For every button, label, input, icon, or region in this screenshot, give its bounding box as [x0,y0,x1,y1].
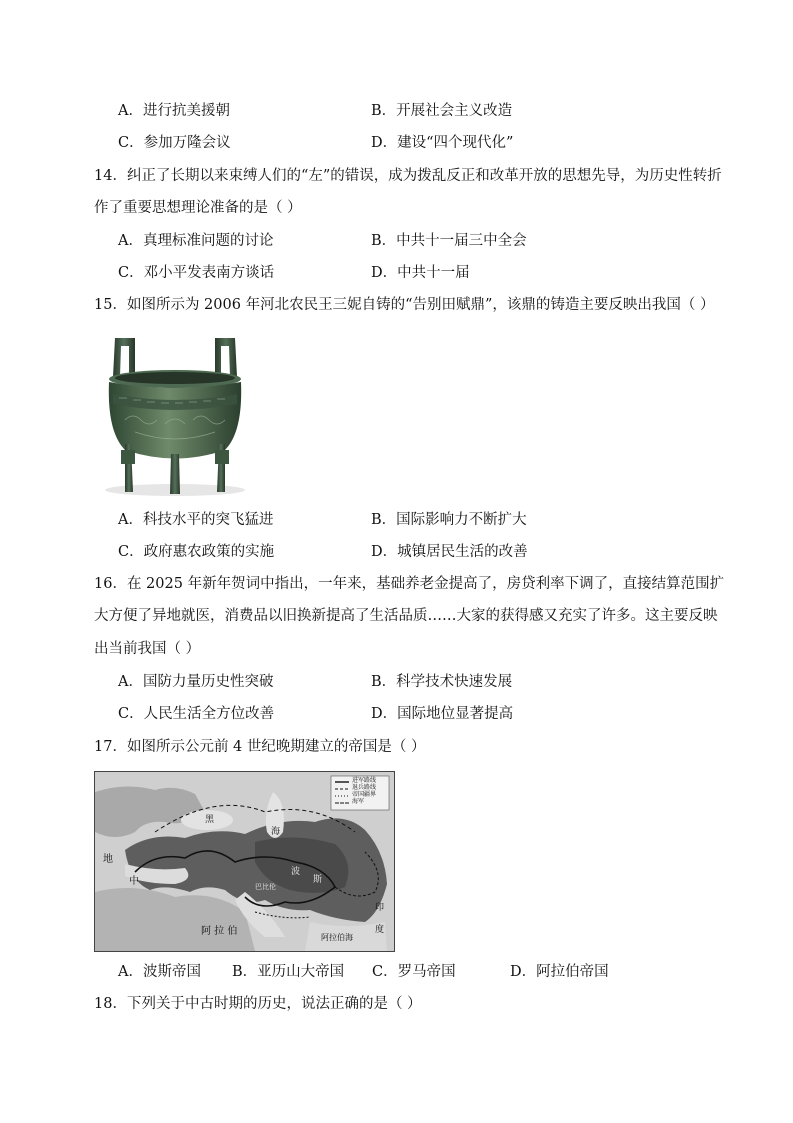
q16-stem-line2: 大方便了异地就医，消费品以旧换新提高了生活品质……大家的获得感又充实了许多。这主要反映 [94,608,718,624]
map-label-india: 印 [375,903,385,913]
q13-option-b: B．开展社会主义改造 [371,103,513,119]
q17-option-a: A．波斯帝国 [118,964,201,980]
q14-option-b: B．中共十一届三中全会 [371,233,527,249]
q13-option-a: A．进行抗美援朝 [118,103,230,119]
map-label-mid: 中 [129,876,139,887]
q16-option-b: B．科学技术快速发展 [371,674,513,690]
q14-option-c: C．邓小平发表南方谈话 [118,265,275,281]
q16-option-d: D．国际地位显著提高 [371,706,514,722]
q15-option-c: C．政府惠农政策的实施 [118,544,275,560]
q16-stem-line1: 16．在 2025 年新年贺词中指出，一年来，基础养老金提高了，房贷利率下调了，直接结算范围扩 [94,576,725,592]
q13-option-d: D．建设“四个现代化” [371,135,514,151]
alexander-empire-map [94,771,395,952]
map-legend-2: 退兵路线 [352,784,377,791]
map-legend-4: 海军 [352,798,365,805]
q14-option-d: D．中共十一届 [371,265,470,281]
map-label-black-sea: 黑 [205,815,215,825]
q15-option-b: B．国际影响力不断扩大 [371,512,527,528]
map-label-persia2: 斯 [313,875,323,885]
q14-stem-line1: 14．纠正了长期以来束缚人们的“左”的错误，成为拨乱反正和改革开放的思想先导，为历史性转折 [94,168,722,184]
q17-option-b: B．亚历山大帝国 [232,964,345,980]
map-label-arabian-sea: 阿拉伯海 [321,933,353,942]
q16-option-a: A．国防力量历史性突破 [118,674,274,690]
q14-option-a: A．真理标准问题的讨论 [118,233,274,249]
bronze-ding-image [95,332,255,497]
map-label-west: 地 [103,854,113,865]
q14-stem-line2: 作了重要思想理论准备的是（ ） [94,200,302,216]
q15-option-d: D．城镇居民生活的改善 [371,544,528,560]
map-label-persia: 波 [291,867,301,877]
map-legend-3: 帝国疆界 [352,791,377,798]
q17-option-d: D．阿拉伯帝国 [510,964,609,980]
q13-option-c: C．参加万隆会议 [118,135,231,151]
q18-stem-line1: 18．下列关于中古时期的历史，说法正确的是（ ） [94,996,422,1012]
map-label-india2: 度 [375,925,385,935]
map-label-babylon: 巴比伦 [255,883,276,891]
map-label-caspian: 海 [271,827,281,837]
q17-stem-line1: 17．如图所示公元前 4 世纪晚期建立的帝国是（ ） [94,739,426,755]
q16-stem-line3: 出当前我国（ ） [94,641,201,657]
map-legend-1: 进军路线 [352,777,377,784]
q15-option-a: A．科技水平的突飞猛进 [118,512,274,528]
q15-stem-line1: 15．如图所示为 2006 年河北农民王三妮自铸的“告别田赋鼎”，该鼎的铸造主要反映出我国（ ） [94,297,715,313]
q17-option-c: C．罗马帝国 [372,964,456,980]
map-label-arabia: 阿 拉 伯 [201,926,238,937]
q16-option-c: C．人民生活全方位改善 [118,706,275,722]
